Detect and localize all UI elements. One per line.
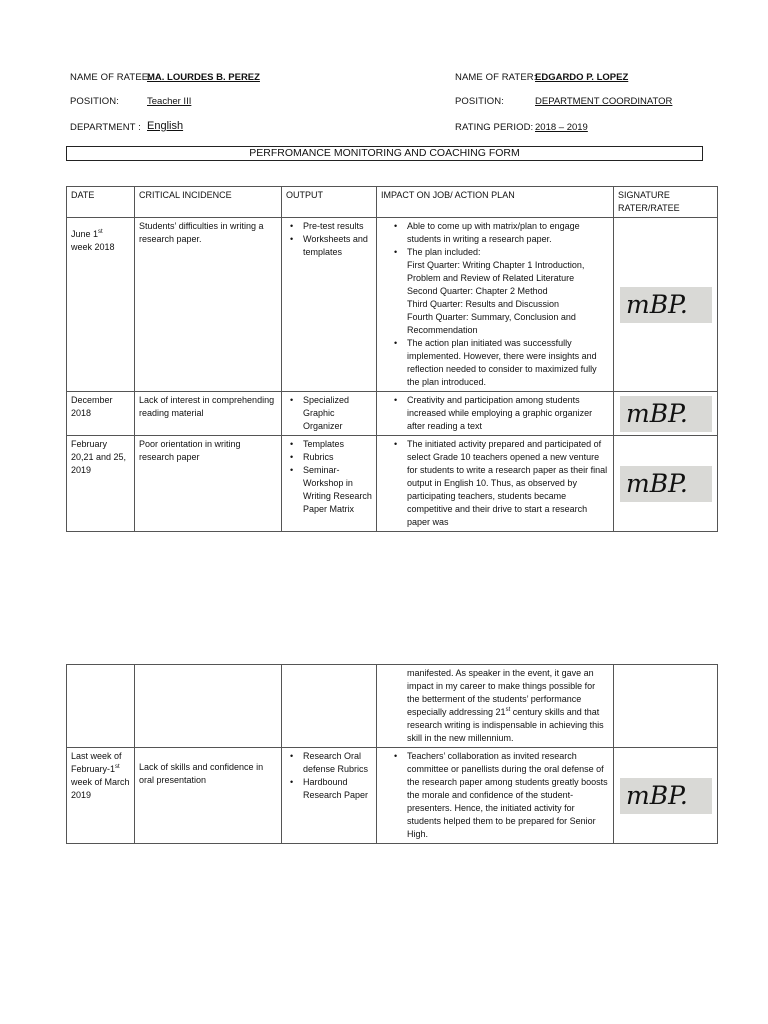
impact-continuation-text: manifested. As speaker in the event, it gave an impact in my career to make things possible for the betterment of the students’ performance especially addressing 21 (407, 668, 596, 717)
impact-item: • The action plan initiated was successfully implemented. However, there were insights and reflection needed to consider to maximized fully the plan introduced. (407, 337, 609, 389)
coaching-table (66, 186, 718, 532)
output-item: • Research Oral defense Rubrics (303, 750, 372, 776)
table-header-row (67, 187, 718, 218)
signature-text: mBP. (625, 398, 688, 428)
table-row (67, 392, 718, 436)
ratee-label: NAME OF RATEE: (70, 72, 151, 83)
form-title: PERFROMANCE MONITORING AND COACHING FORM (66, 146, 703, 161)
row-date (67, 748, 135, 844)
row-output (282, 665, 377, 748)
department-value: English (147, 120, 184, 132)
table-row (67, 748, 718, 844)
signature-text: mBP. (625, 780, 688, 810)
row-output (282, 436, 377, 532)
row-incidence: Lack of interest in comprehending reading material (135, 392, 282, 436)
position-label-left: POSITION: (70, 96, 119, 107)
row-date: February 20,21 and 25, 2019 (67, 436, 135, 532)
impact-subitem: First Quarter: Writing Chapter 1 Introduction, Problem and Review of Related Literature (407, 260, 585, 283)
row-output (282, 218, 377, 392)
handwritten-signature-icon (620, 778, 712, 814)
ratee-name: MA. LOURDES B. PEREZ (147, 72, 260, 83)
row-signature (614, 665, 718, 748)
row-incidence: Poor orientation in writing research paper (135, 436, 282, 532)
row-signature (614, 436, 718, 532)
row-signature (614, 218, 718, 392)
signature-text: mBP. (625, 468, 688, 498)
table-row (67, 665, 718, 748)
row-incidence (135, 665, 282, 748)
col-header-signature-line1: SIGNATURE (618, 190, 670, 200)
row-impact (377, 748, 614, 844)
handwritten-signature-icon (620, 466, 712, 502)
period-label: RATING PERIOD: (455, 122, 534, 133)
impact-continuation-text-2: century skills and that research writing is indispensable in achieving this skill in the new millennium. (407, 707, 604, 743)
row-date-text-2: week of March 2019 (71, 777, 130, 800)
signature-text: mBP. (625, 289, 688, 319)
row-date: December 2018 (67, 392, 135, 436)
rater-name: EDGARDO P. LOPEZ (535, 72, 629, 83)
row-incidence: Lack of skills and confidence in oral presentation (135, 748, 282, 844)
col-header-signature-line2: RATER/RATEE (618, 203, 680, 213)
period-value: 2018 – 2019 (535, 122, 588, 133)
row-output (282, 748, 377, 844)
row-date-text: June 1 (71, 229, 99, 239)
rater-label: NAME OF RATER: (455, 72, 537, 83)
col-header-signature (614, 187, 718, 218)
department-label: DEPARTMENT : (70, 122, 141, 133)
impact-subitem: Fourth Quarter: Summary, Conclusion and Recommendation (407, 312, 576, 335)
row-impact (377, 392, 614, 436)
impact-item: • The plan included: (407, 246, 609, 259)
position-right: DEPARTMENT COORDINATOR (535, 96, 673, 107)
output-item: • Hardbound Research Paper (303, 776, 372, 802)
output-item: • Templates (303, 438, 372, 451)
output-item: • Rubrics (303, 451, 372, 464)
impact-item: • Creativity and participation among students increased while employing a graphic organizer after reading a text (407, 394, 609, 433)
row-output (282, 392, 377, 436)
row-signature (614, 748, 718, 844)
handwritten-signature-icon (620, 287, 712, 323)
output-item: • Pre-test results (303, 220, 372, 233)
col-header-incidence: CRITICAL INCIDENCE (135, 187, 282, 218)
row-date-suffix: st (115, 764, 120, 770)
row-date-text: Last week of February-1 (71, 751, 122, 774)
row-impact (377, 436, 614, 532)
row-impact (377, 665, 614, 748)
row-incidence: Students’ difficulties in writing a research paper. (135, 218, 282, 392)
continuation-table (66, 664, 718, 844)
table-row (67, 436, 718, 532)
position-left: Teacher III (147, 96, 192, 107)
row-date-text-2: week 2018 (71, 242, 115, 252)
position-label-right: POSITION: (455, 96, 504, 107)
output-item: • Worksheets and templates (303, 233, 372, 259)
row-date (67, 218, 135, 392)
impact-subitem: Third Quarter: Results and Discussion (407, 299, 560, 309)
impact-item: • Able to come up with matrix/plan to engage students in writing a research paper. (407, 220, 609, 246)
row-date (67, 665, 135, 748)
impact-item: • Teachers’ collaboration as invited research committee or panellists during the oral defense of the research paper among students greatly boosts the morale and confidence of the student-presenters. Hence, the initiated activity for students helped them to be prepared for Senior High. (407, 750, 609, 841)
table-row (67, 218, 718, 392)
col-header-output: OUTPUT (282, 187, 377, 218)
row-impact (377, 218, 614, 392)
output-item: • Seminar-Workshop in Writing Research Paper Matrix (303, 464, 372, 516)
impact-continuation-suffix: st (505, 707, 511, 713)
handwritten-signature-icon (620, 396, 712, 432)
row-date-suffix: st (98, 229, 103, 235)
impact-item: • The initiated activity prepared and participated of select Grade 10 teachers opened a new venture for students to write a research paper as their final output in English 10. Thus, as observed by participating teachers, students became competitive and their drive to start a research paper was (407, 438, 609, 529)
output-item: • Specialized Graphic Organizer (303, 394, 372, 433)
col-header-date: DATE (67, 187, 135, 218)
impact-subitem: Second Quarter: Chapter 2 Method (407, 286, 548, 296)
row-signature (614, 392, 718, 436)
col-header-impact: IMPACT ON JOB/ ACTION PLAN (377, 187, 614, 218)
